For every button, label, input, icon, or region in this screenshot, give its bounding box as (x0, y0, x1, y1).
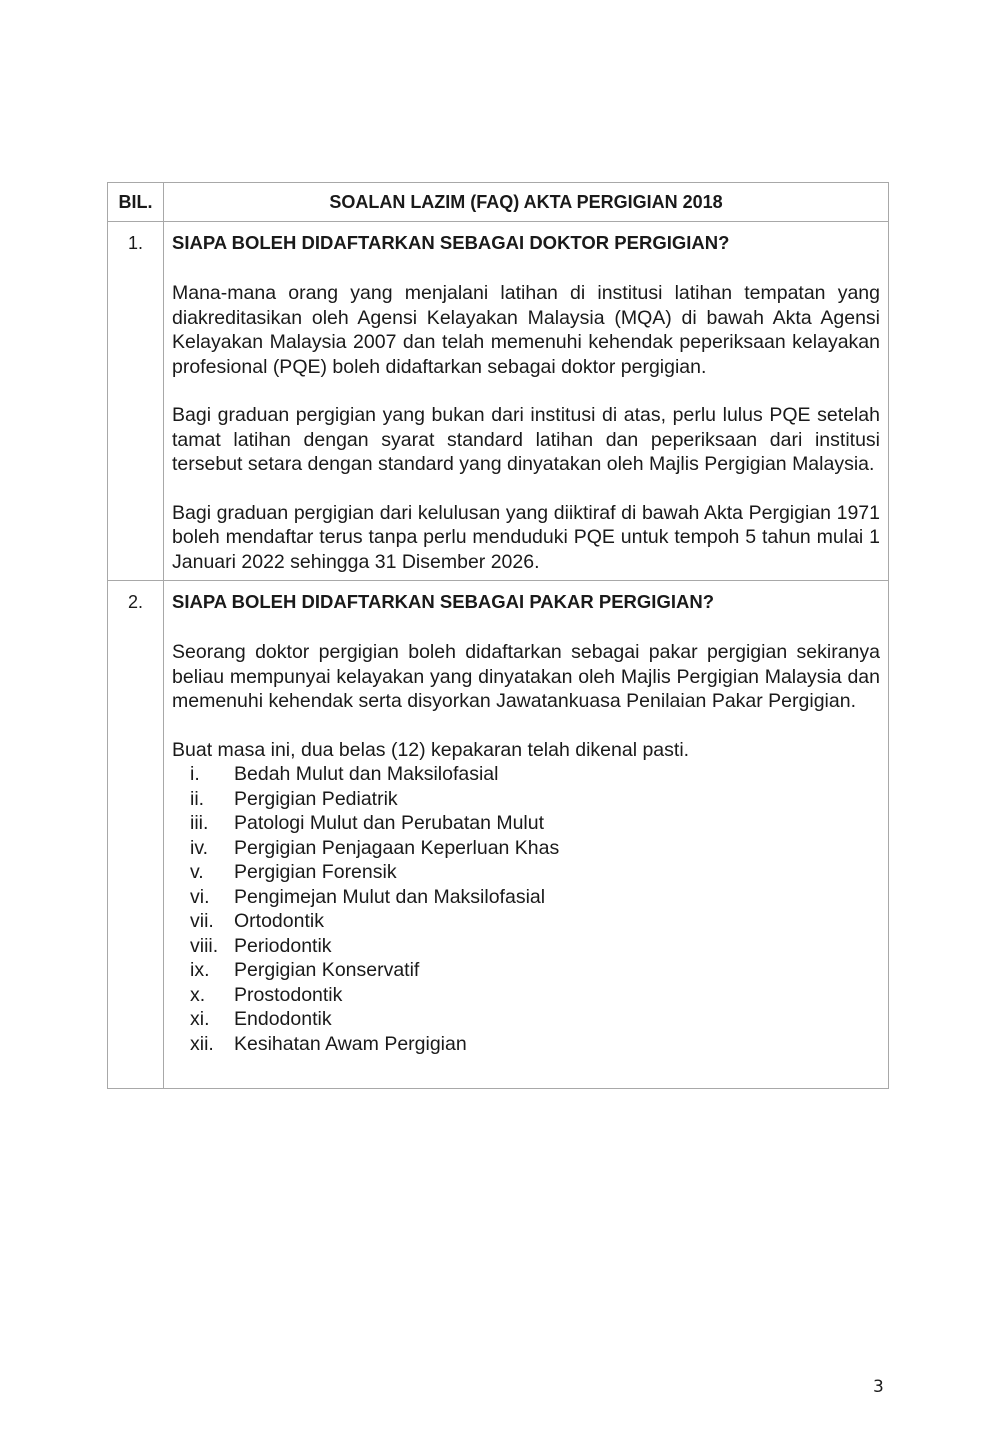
faq-paragraph: Mana-mana orang yang menjalani latihan di institusi latihan tempatan yang diakreditasikan oleh Agensi Kelayakan Malaysia (MQA) di bawah Akta Agensi Kelayakan Malaysia 2007 dan telah memenuhi kehendak peperiksaan kelayakan profesional (PQE) boleh didaftarkan sebagai doktor pergigian. (172, 282, 880, 378)
specialty-name: Endodontik (234, 1008, 332, 1030)
list-numeral: ix. (190, 959, 210, 981)
table-header-row (108, 183, 889, 222)
list-numeral: iv. (190, 836, 209, 859)
faq-number: 1. (108, 222, 164, 581)
list-item (172, 860, 880, 885)
faq-row-2 (108, 581, 889, 1089)
specialty-name: Pergigian Konservatif (234, 959, 420, 981)
list-numeral: viii. (190, 934, 219, 957)
specialty-name: Pergigian Forensik (234, 861, 397, 883)
specialty-name: Ortodontik (234, 910, 324, 932)
specialty-list (172, 762, 880, 1056)
faq-paragraph: Bagi graduan pergigian yang bukan dari institusi di atas, perlu lulus PQE setelah tamat latihan dengan syarat standard latihan dan peperiksaan dari institusi tersebut setara dengan standard yang dinyatakan oleh Majlis Pergigian Malaysia. (172, 404, 880, 475)
list-numeral: vi. (190, 885, 210, 908)
list-numeral: x. (190, 983, 206, 1006)
list-item (172, 762, 880, 787)
specialty-name: Patologi Mulut dan Perubatan Mulut (234, 812, 545, 834)
list-numeral: v. (190, 861, 204, 883)
faq-table (107, 182, 889, 1089)
header-bil: BIL. (108, 183, 164, 222)
specialty-name: Prostodontik (234, 983, 343, 1006)
list-item (172, 983, 880, 1008)
specialty-name: Periodontik (234, 934, 332, 957)
list-numeral: ii. (190, 787, 205, 810)
list-numeral: i. (190, 763, 200, 785)
list-item (172, 958, 880, 983)
list-item (172, 836, 880, 861)
list-item (172, 934, 880, 959)
faq-number: 2. (108, 581, 164, 1089)
specialty-name: Pergigian Penjagaan Keperluan Khas (234, 836, 560, 859)
specialty-name: Bedah Mulut dan Maksilofasial (234, 763, 499, 785)
list-numeral: xii. (190, 1032, 214, 1055)
list-item (172, 909, 880, 934)
faq-content (164, 581, 889, 1089)
list-item (172, 787, 880, 812)
faq-row-1 (108, 222, 889, 581)
faq-content (164, 222, 889, 581)
specialty-name: Kesihatan Awam Pergigian (234, 1032, 467, 1055)
list-numeral: vii. (190, 910, 214, 932)
faq-paragraph: Seorang doktor pergigian boleh didaftarkan sebagai pakar pergigian sekiranya beliau mempunyai kelayakan yang dinyatakan oleh Majlis Pergigian Malaysia dan memenuhi kehendak serta disyorkan Jawatankuasa Penilaian Pakar Pergigian. (172, 641, 880, 712)
list-numeral: iii. (190, 812, 209, 834)
faq-paragraph: Buat masa ini, dua belas (12) kepakaran telah dikenal pasti. (172, 738, 690, 761)
specialty-name: Pengimejan Mulut dan Maksilofasial (234, 885, 546, 908)
list-item (172, 1007, 880, 1032)
list-item (172, 1032, 880, 1057)
specialty-name: Pergigian Pediatrik (234, 787, 398, 810)
list-item (172, 811, 880, 836)
faq-paragraph: Bagi graduan pergigian dari kelulusan yang diiktiraf di bawah Akta Pergigian 1971 boleh mendaftar terus tanpa perlu menduduki PQE untuk tempoh 5 tahun mulai 1 Januari 2022 sehingga 31 Disember 2026. (172, 501, 880, 573)
header-title: SOALAN LAZIM (FAQ) AKTA PERGIGIAN 2018 (164, 183, 889, 222)
faq-question: SIAPA BOLEH DIDAFTARKAN SEBAGAI PAKAR PERGIGIAN? (172, 591, 714, 612)
page-number: 3 (873, 1377, 884, 1397)
list-numeral: xi. (190, 1008, 210, 1030)
list-item (172, 885, 880, 910)
faq-question: SIAPA BOLEH DIDAFTARKAN SEBAGAI DOKTOR PERGIGIAN? (172, 232, 730, 253)
